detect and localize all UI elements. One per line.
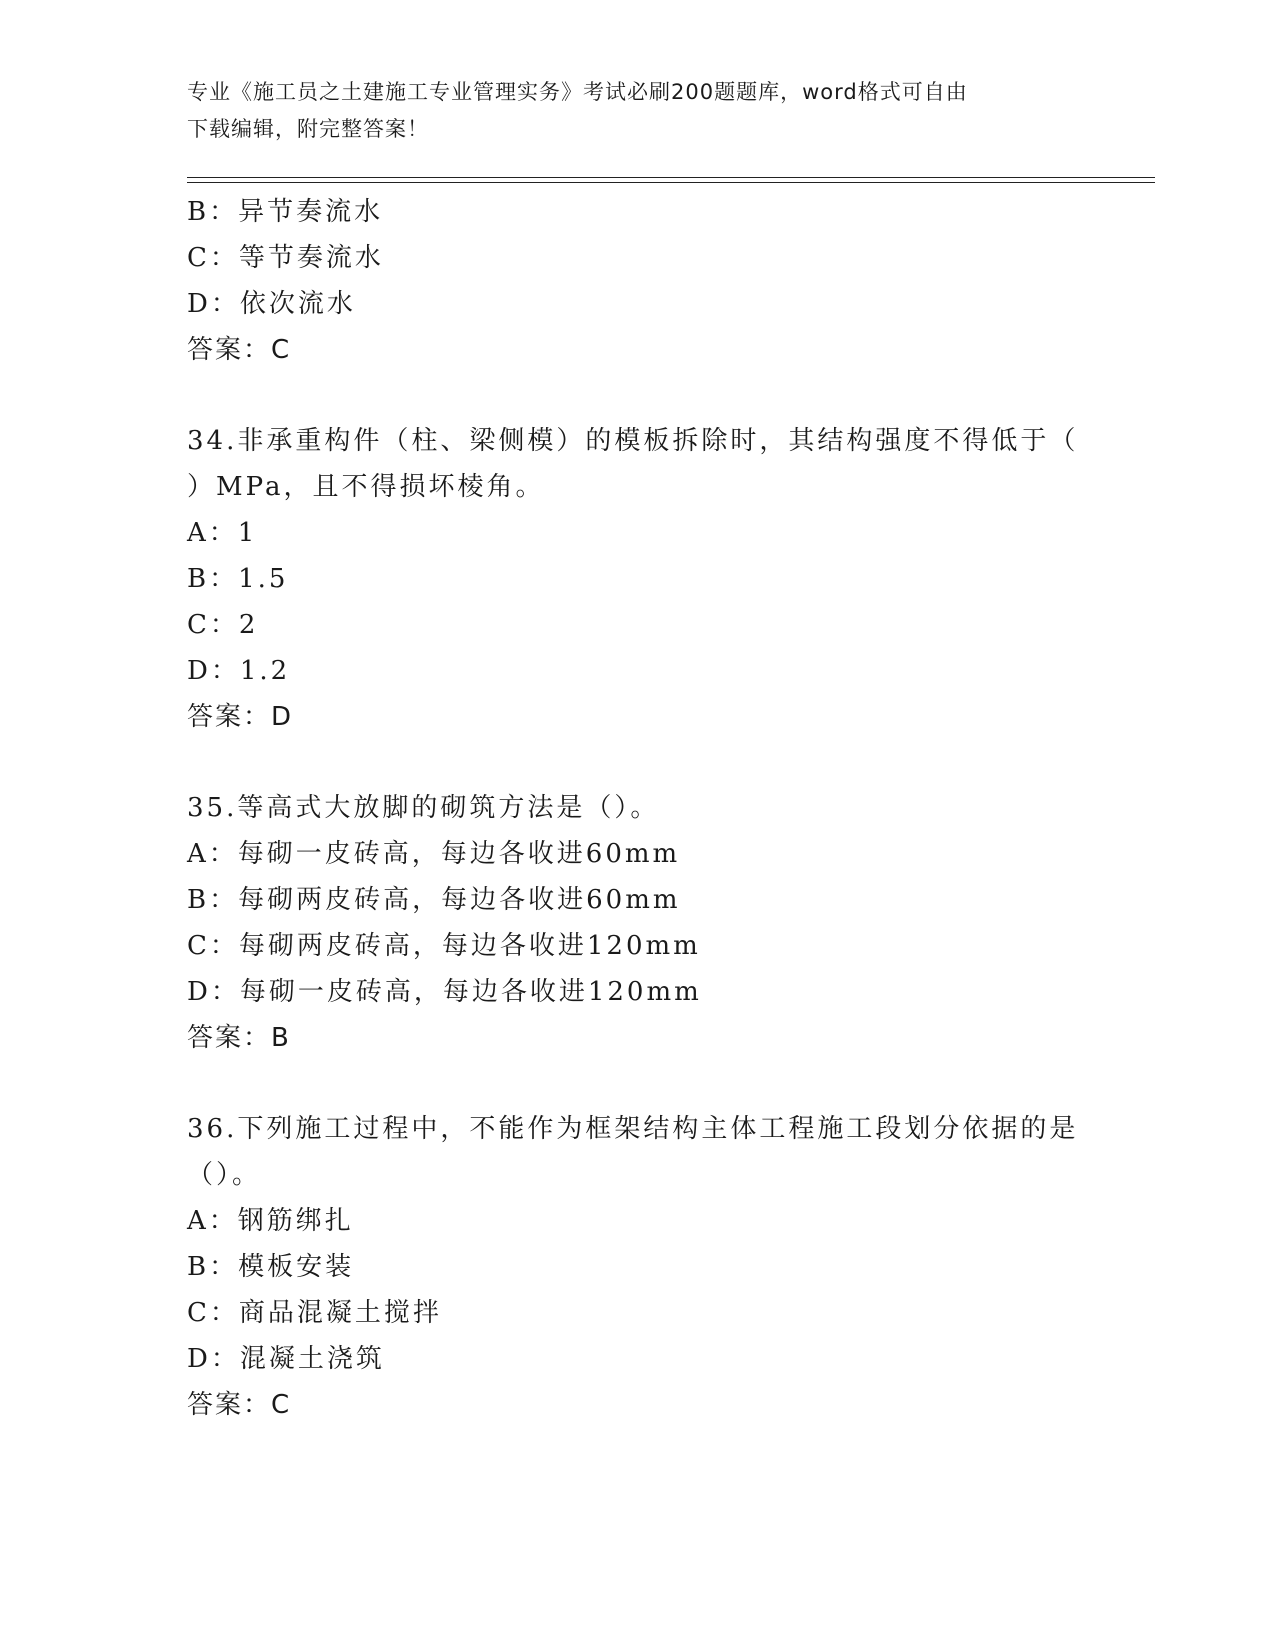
question-stem-line-1: 35.等高式大放脚的砌筑方法是（）。 <box>187 793 660 823</box>
option-d: D：每砌一皮砖高，每边各收进120mm <box>187 977 702 1007</box>
option-b: B：1.5 <box>187 564 289 594</box>
question-stem-line-1: 34.非承重构件（柱、梁侧模）的模板拆除时，其结构强度不得低于（ <box>187 426 1079 456</box>
option-a: A：钢筋绑扎 <box>187 1206 354 1236</box>
option-a: A：1 <box>187 518 258 548</box>
option-b: B：模板安装 <box>187 1252 355 1282</box>
header-line-2: 下载编辑，附完整答案！ <box>187 117 429 141</box>
question-stem-line-2: （）。 <box>187 1160 262 1190</box>
answer-line: 答案：B <box>187 1023 291 1053</box>
spacer <box>187 373 1087 418</box>
question-block-33 <box>187 189 1087 373</box>
document-header <box>187 74 1067 148</box>
question-list <box>187 189 1087 1428</box>
option-c: C：每砌两皮砖高，每边各收进120mm <box>187 931 701 961</box>
question-block-35 <box>187 785 1087 1061</box>
option-c: C：等节奏流水 <box>187 243 384 273</box>
question-block-34 <box>187 418 1087 740</box>
option-c: C：商品混凝土搅拌 <box>187 1298 442 1328</box>
option-b: B：每砌两皮砖高，每边各收进60mm <box>187 885 681 915</box>
answer-line: 答案：D <box>187 702 294 732</box>
header-line-1: 专业《施工员之土建施工专业管理实务》考试必刷200题题库，word格式可自由 <box>187 80 968 104</box>
question-block-36 <box>187 1106 1087 1428</box>
option-c: C：2 <box>187 610 259 640</box>
option-d: D：1.2 <box>187 656 291 686</box>
header-divider-bottom <box>187 182 1155 183</box>
question-stem-line-2: ）MPa，且不得损坏棱角。 <box>187 472 545 502</box>
option-a: A：每砌一皮砖高，每边各收进60mm <box>187 839 681 869</box>
question-stem-line-1: 36.下列施工过程中，不能作为框架结构主体工程施工段划分依据的是 <box>187 1114 1079 1144</box>
option-b: B：异节奏流水 <box>187 197 384 227</box>
answer-line: 答案：C <box>187 1390 292 1420</box>
spacer <box>187 1061 1087 1106</box>
option-d: D：依次流水 <box>187 289 356 319</box>
spacer <box>187 740 1087 785</box>
answer-line: 答案：C <box>187 335 292 365</box>
option-d: D：混凝土浇筑 <box>187 1344 385 1374</box>
header-divider-top <box>187 177 1155 178</box>
